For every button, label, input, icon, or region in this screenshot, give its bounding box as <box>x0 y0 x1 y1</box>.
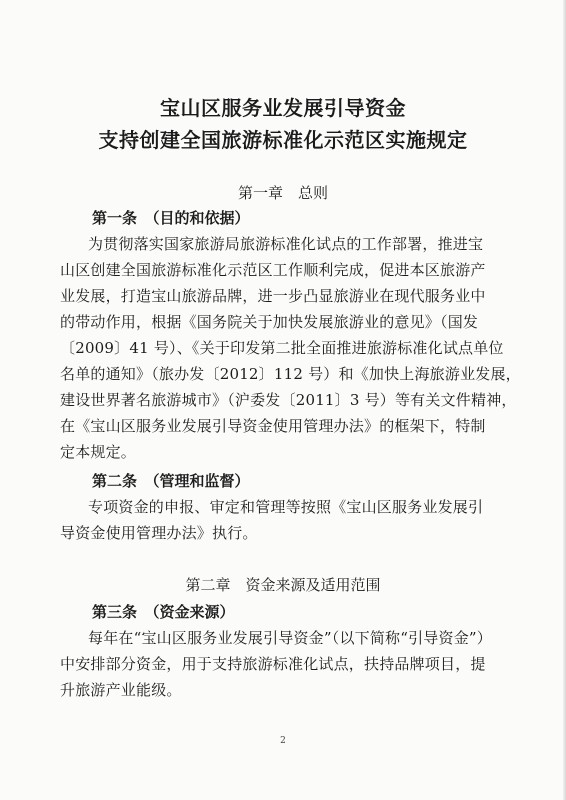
document-title-line-1: 宝山区服务业发展引导资金 <box>160 96 406 120</box>
document-title-line-2: 支持创建全国旅游标准化示范区实施规定 <box>98 128 468 152</box>
article-1-line: 业发展，打造宝山旅游品牌，进一步凸显旅游业在现代服务业中 <box>60 287 486 305</box>
article-3-line: 中安排部分资金，用于支持旅游标准化试点，扶持品牌项目，提 <box>60 655 486 673</box>
article-1-line: 的带动作用，根据《国务院关于加快发展旅游业的意见》（国发 <box>60 313 479 331</box>
chapter-2-heading: 第二章 资金来源及适用范围 <box>185 576 381 594</box>
article-2-heading: 第二条 （管理和监督） <box>92 472 250 490</box>
article-1-line: 定本规定。 <box>60 443 137 461</box>
article-1-heading: 第一条 （目的和依据） <box>92 209 250 227</box>
article-2-line: 专项资金的申报、审定和管理等按照《宝山区服务业发展引 <box>88 498 484 516</box>
article-3-line: 每年在“宝山区服务业发展引导资金”（以下简称“引导资金”） <box>88 629 492 647</box>
article-1-line: 〔2009〕41 号）、《关于印发第二批全面推进旅游标准化试点单位 <box>60 339 504 357</box>
article-3-line: 升旅游产业能级。 <box>60 681 182 699</box>
article-1-line: 山区创建全国旅游标准化示范区工作顺利完成，促进本区旅游产 <box>60 261 486 279</box>
article-1-line: 在《宝山区服务业发展引导资金使用管理办法》的框架下，特制 <box>60 417 486 435</box>
article-1-line: 名单的通知》（旅办发〔2012〕112 号）和《加快上海旅游业发展， <box>60 365 521 383</box>
article-2-line: 导资金使用管理办法》执行。 <box>60 524 258 542</box>
page-number: 2 <box>280 736 286 746</box>
article-1-line: 建设世界著名旅游城市》（沪委发〔2011〕3 号）等有关文件精神， <box>60 391 517 409</box>
chapter-1-heading: 第一章 总则 <box>237 184 328 202</box>
article-1-line: 为贯彻落实国家旅游局旅游标准化试点的工作部署，推进宝 <box>88 235 484 253</box>
article-3-heading: 第三条 （资金来源） <box>92 603 235 621</box>
